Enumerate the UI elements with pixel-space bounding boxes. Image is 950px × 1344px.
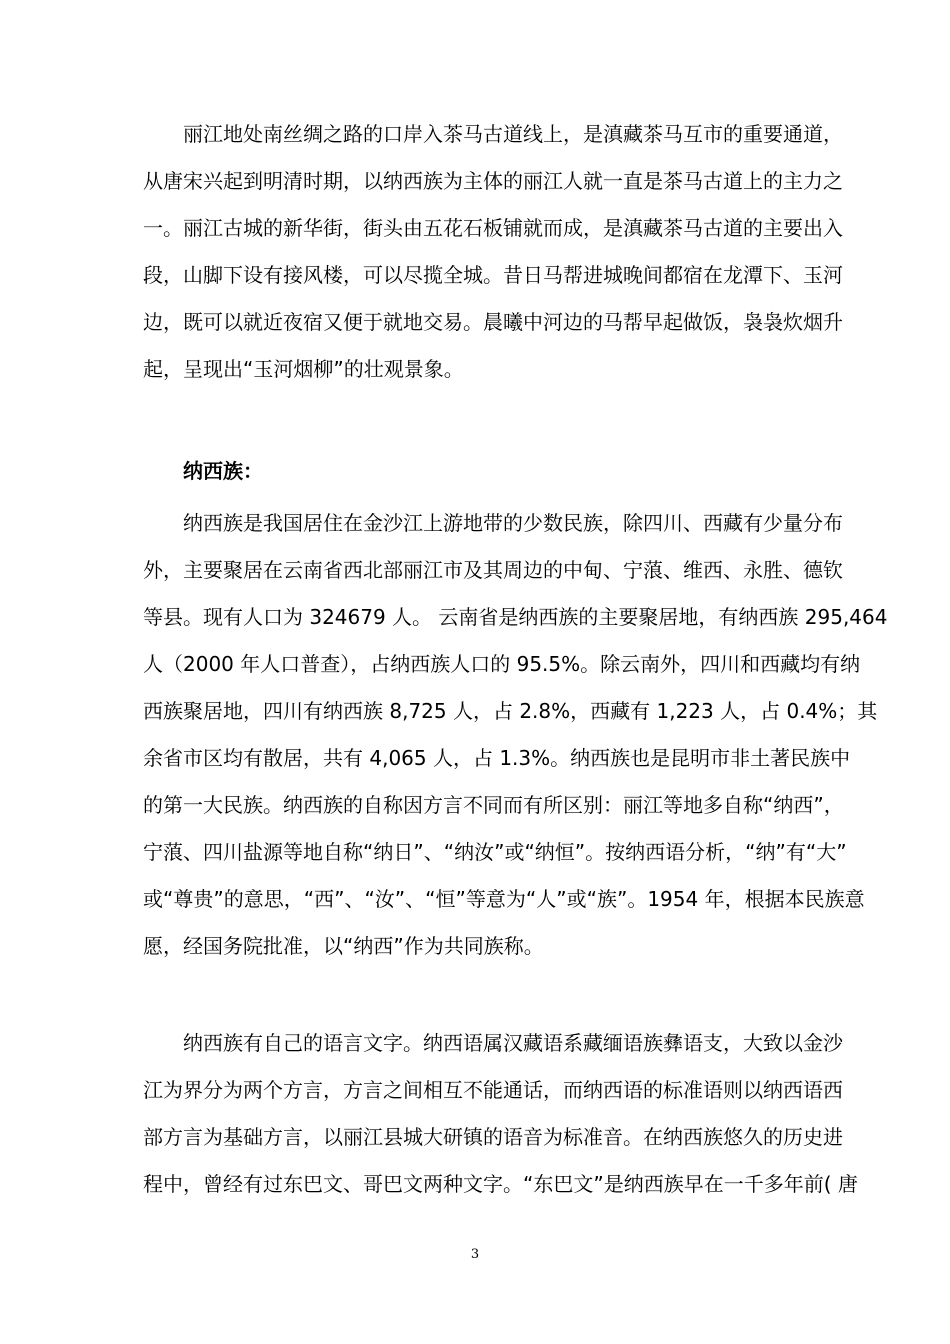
text-line: 程中，曾经有过东巴文、哥巴文两种文字。“东巴文”是纳西族早在一千多年前( 唐 xyxy=(143,1172,858,1196)
text-line: 段，山脚下设有接风楼，可以尽揽全城。昔日马帮进城晚间都宿在龙潭下、玉河 xyxy=(143,263,843,287)
section-heading-naxi xyxy=(143,448,808,495)
text-line: 余省市区均有散居，共有 4,065 人，占 1.3%。纳西族也是昆明市非土著民族中 xyxy=(143,746,851,770)
paragraph-lijiang-tea-horse-road xyxy=(143,111,843,393)
text-line: 愿，经国务院批准，以“纳西”作为共同族称。 xyxy=(143,934,544,958)
text-line: 边，既可以就近夜宿又便于就地交易。晨曦中河边的马帮早起做饭，袅袅炊烟升 xyxy=(143,310,843,334)
text-line: 江为界分为两个方言，方言之间相互不能通话，而纳西语的标准语则以纳西语西 xyxy=(143,1078,843,1102)
text-line: 西族聚居地，四川有纳西族 8,725 人，占 2.8%，西藏有 1,223 人，占 0.4%；其 xyxy=(143,699,878,723)
text-line: 外，主要聚居在云南省西北部丽江市及其周边的中甸、宁蒗、维西、永胜、德钦 xyxy=(143,558,843,582)
text-line: 纳西族是我国居住在金沙江上游地带的少数民族，除四川、西藏有少量分布 xyxy=(143,511,843,535)
page-number: 3 xyxy=(470,1247,480,1262)
text-line: 部方言为基础方言，以丽江县城大研镇的语音为标准音。在纳西族悠久的历史进 xyxy=(143,1125,843,1149)
text-line: 等县。现有人口为 324679 人。 云南省是纳西族的主要聚居地，有纳西族 295,464 xyxy=(143,605,888,629)
paragraph-naxi-population xyxy=(143,500,888,970)
text-line: 一。丽江古城的新华街，街头由五花石板铺就而成，是滇藏茶马古道的主要出入 xyxy=(143,216,843,240)
text-line: 的第一大民族。纳西族的自称因方言不同而有所区别：丽江等地多自称“纳西”， xyxy=(143,793,844,817)
text-line: 纳西族有自己的语言文字。纳西语属汉藏语系藏缅语族彝语支，大致以金沙 xyxy=(143,1031,843,1055)
text-line: 人（2000 年人口普查），占纳西族人口的 95.5%。除云南外，四川和西藏均有纳 xyxy=(143,652,861,676)
paragraph-naxi-language xyxy=(143,1020,858,1208)
text-line: 或“尊贵”的意思，“西”、“汝”、“恒”等意为“人”或“族”。1954 年，根据本民族意 xyxy=(143,887,865,911)
section-heading: 纳西族： xyxy=(143,459,263,483)
text-line: 从唐宋兴起到明清时期，以纳西族为主体的丽江人就一直是茶马古道上的主力之 xyxy=(143,169,843,193)
text-line: 起，呈现出“玉河烟柳”的壮观景象。 xyxy=(143,357,464,381)
text-line: 宁蒗、四川盐源等地自称“纳日”、“纳汝”或“纳恒”。按纳西语分析，“纳”有“大” xyxy=(143,840,847,864)
text-line: 丽江地处南丝绸之路的口岸入茶马古道线上，是滇藏茶马互市的重要通道， xyxy=(143,122,843,146)
